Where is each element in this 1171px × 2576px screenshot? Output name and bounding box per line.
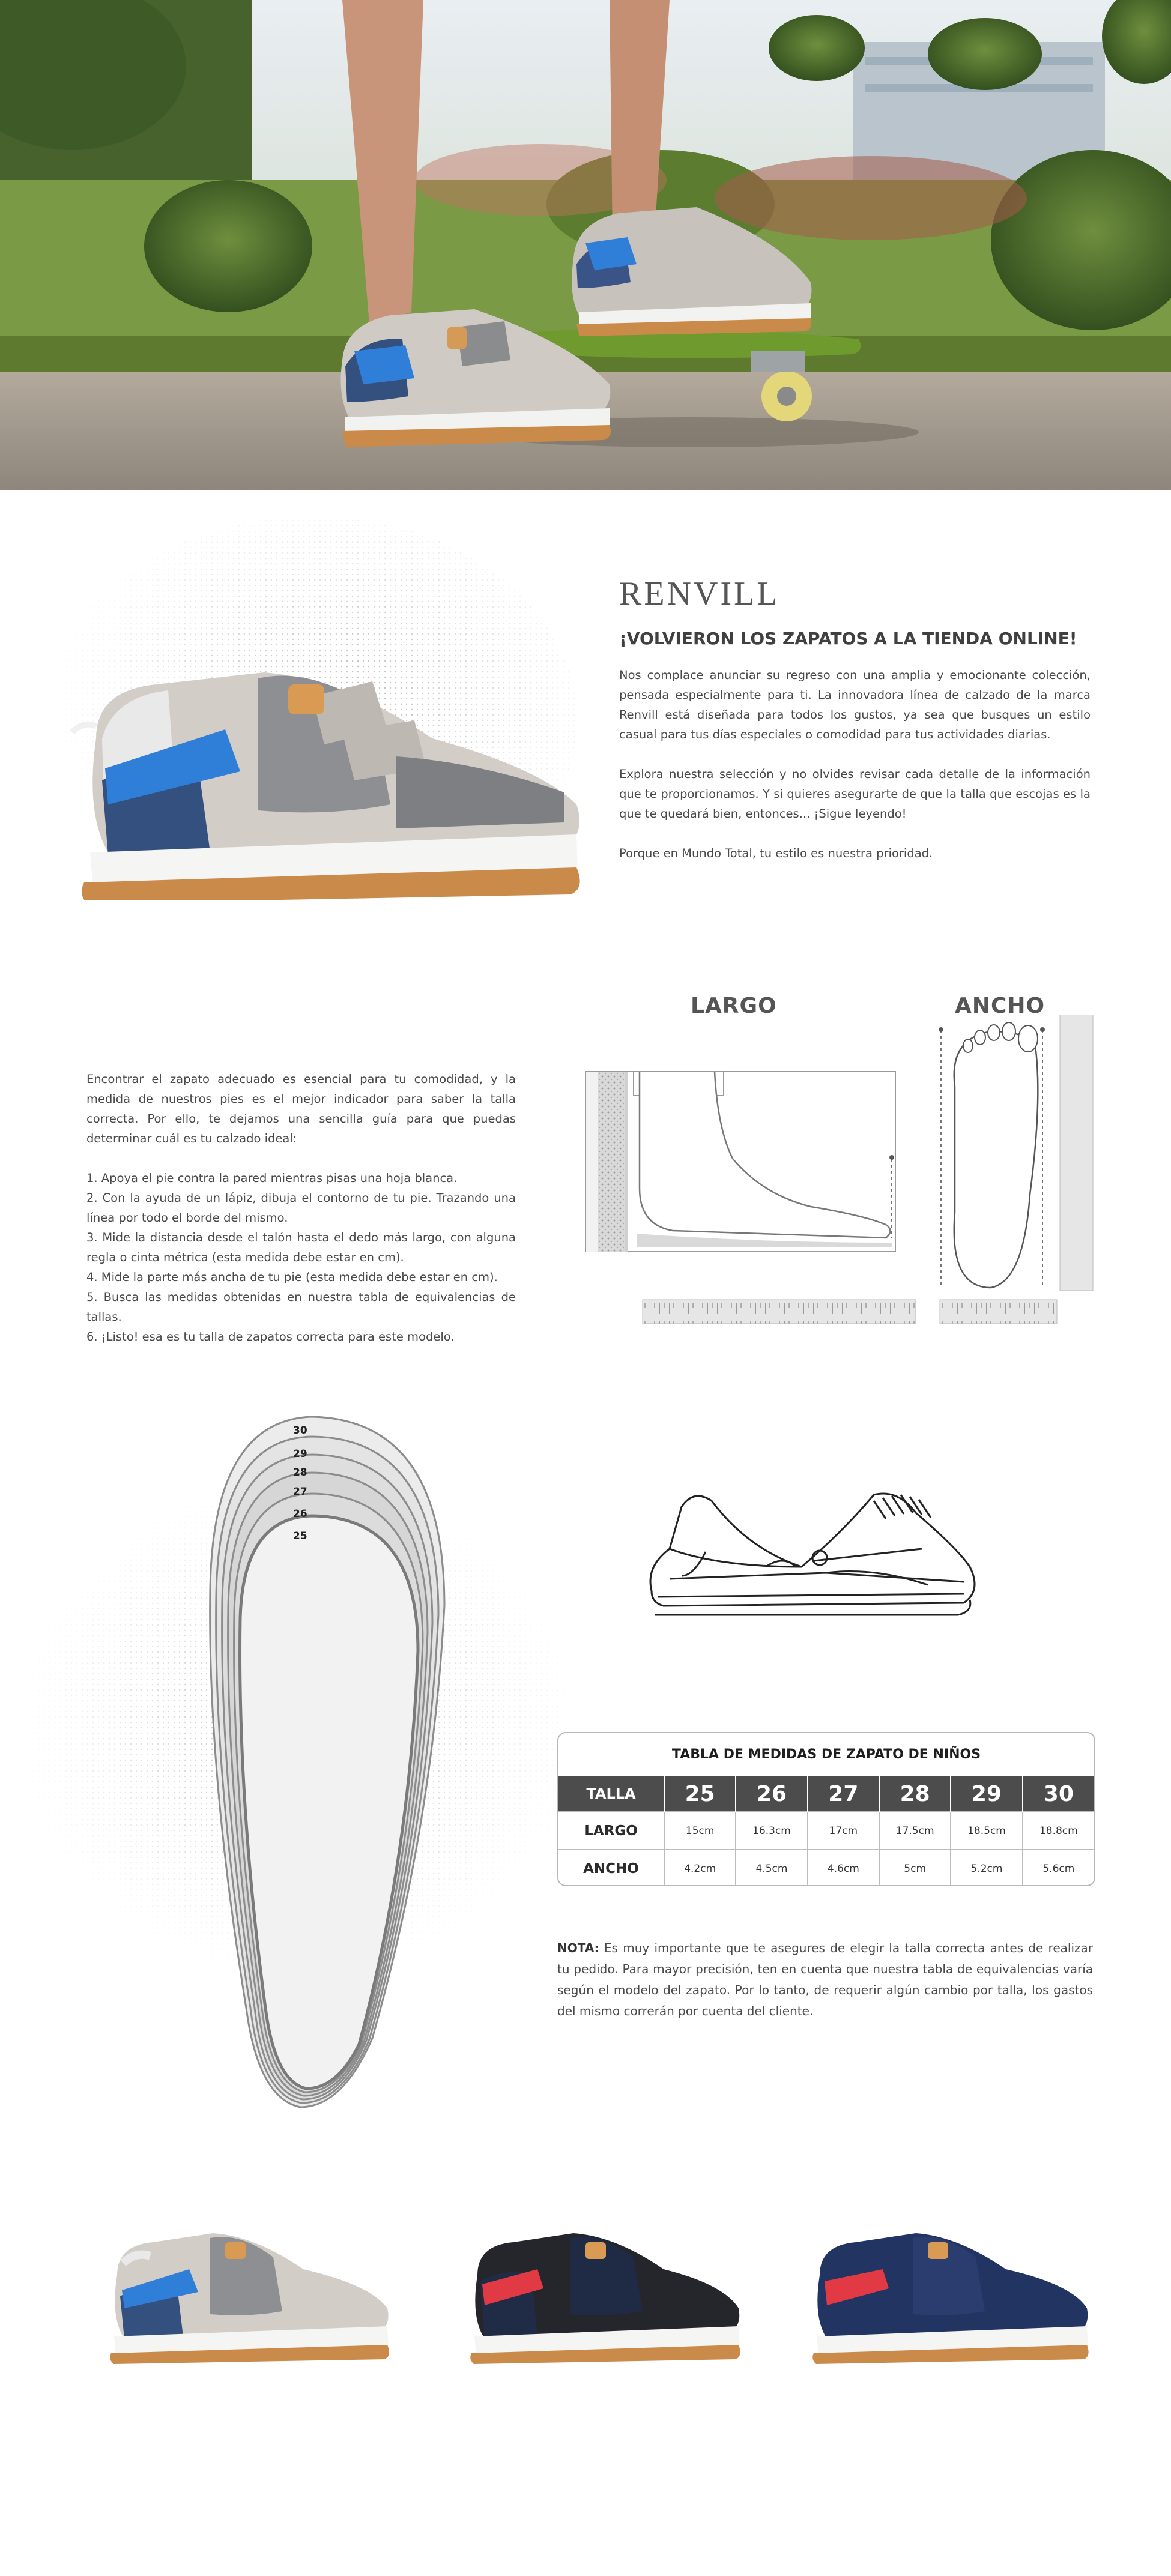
shoe-outline-drawing [646,1477,982,1633]
insole-size-27: 27 [293,1486,307,1498]
insole-size-29: 29 [293,1448,307,1460]
largo-row-label: LARGO [558,1812,664,1850]
size-table-header-row [558,1776,1094,1812]
guide-text [86,1069,516,1347]
table-row [558,1812,1094,1850]
insole-size-25: 25 [293,1530,307,1542]
guide-step: 5. Busca las medidas obtenidas en nuestra tabla de equivalencias de tallas. [86,1290,516,1324]
size-25: 25 [664,1776,736,1812]
product-hero-shoe [60,624,589,900]
table-cell: 4.2cm [664,1850,736,1886]
table-cell: 18.5cm [951,1812,1022,1850]
table-cell: 4.6cm [808,1850,879,1886]
intro-paragraph: Nos complace anunciar su regreso con una amplia y emocionante colección, pensada especialmente para ti. La innovadora línea de calzado de la marca Renvill está diseñada para todos los gustos, ya sea que busques un estilo casual para tus días especiales o comodidad para tus actividades diarias. [619,668,1091,741]
product-variant-gray[interactable] [99,2209,393,2365]
intro-paragraph: Explora nuestra selección y no olvides revisar cada detalle de la información que te proporcionamos. Y si quieres asegurarte de que la talla que escojas es la que te quedará bien, entonces... ¡Sigue leyendo! [619,767,1091,821]
insole-size-30: 30 [293,1425,307,1437]
guide-intro: Encontrar el zapato adecuado es esencial para tu comodidad, y la medida de nuestros pies es el mejor indicador para saber la talla correcta. Por ello, te dejamos una sencilla guía para que puedas determinar cuál es tu calzado ideal: [86,1072,516,1145]
note-text: Es muy importante que te asegures de elegir la talla correcta antes de realizar tu pedido. Para mayor precisión, ten en cuenta que nuestra tabla de equivalencias varía según el modelo del zapato. Por lo tanto, de requerir algún cambio por talla, los gastos del mismo correrán por cuenta del cliente. [557,1941,1093,2018]
ancho-label: ANCHO [955,994,1045,1018]
table-cell: 15cm [664,1812,736,1850]
product-variant-black[interactable] [459,2209,742,2365]
note-label: NOTA: [557,1941,599,1955]
table-cell: 17cm [808,1812,879,1850]
size-26: 26 [736,1776,807,1812]
foot-measure-diagram [582,1015,1099,1339]
product-variant-navy[interactable] [802,2209,1090,2365]
intro-paragraph: Porque en Mundo Total, tu estilo es nuestra prioridad. [619,846,933,860]
table-cell: 5cm [879,1850,951,1886]
hero-photo [0,0,1171,490]
ancho-row-label: ANCHO [558,1850,664,1886]
table-cell: 16.3cm [736,1812,807,1850]
size-28: 28 [879,1776,951,1812]
size-29: 29 [951,1776,1022,1812]
largo-label: LARGO [691,994,777,1018]
table-cell: 17.5cm [879,1812,951,1850]
insole-size-chart [192,1408,456,2116]
guide-step: 1. Apoya el pie contra la pared mientras pisas una hoja blanca. [86,1171,458,1185]
guide-step: 4. Mide la parte más ancha de tu pie (esta medida debe estar en cm). [86,1270,498,1284]
guide-step: 2. Con la ayuda de un lápiz, dibuja el contorno de tu pie. Trazando una línea por todo el borde del mismo. [86,1191,516,1225]
intro-text [619,665,1091,863]
insole-size-28: 28 [293,1467,307,1479]
size-30: 30 [1023,1776,1094,1812]
table-row [558,1850,1094,1886]
size-27: 27 [808,1776,879,1812]
guide-step: 3. Mide la distancia desde el talón hasta el dedo más largo, con alguna regla o cinta métrica (esta medida debe estar en cm). [86,1231,516,1264]
brand-name: RENVILL [619,575,780,612]
table-cell: 4.5cm [736,1850,807,1886]
size-table [557,1732,1095,1886]
guide-step: 6. ¡Listo! esa es tu talla de zapatos correcta para este modelo. [86,1330,455,1344]
talla-label: TALLA [558,1776,664,1812]
table-cell: 18.8cm [1023,1812,1094,1850]
size-table-grid [558,1776,1094,1886]
size-note [557,1938,1093,2022]
table-cell: 5.2cm [951,1850,1022,1886]
insole-size-26: 26 [293,1508,307,1520]
table-cell: 5.6cm [1023,1850,1094,1886]
intro-headline: ¡VOLVIERON LOS ZAPATOS A LA TIENDA ONLINE! [619,629,1077,648]
size-table-title: TABLA DE MEDIDAS DE ZAPATO DE NIÑOS [671,1747,981,1762]
